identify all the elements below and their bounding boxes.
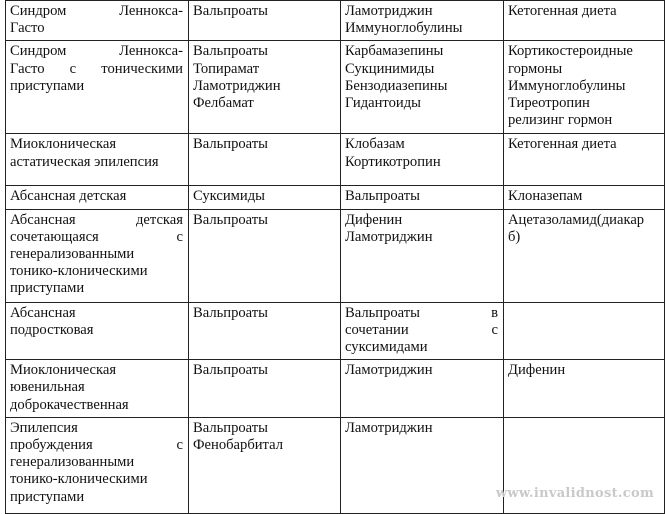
cell-text-line: Кетогенная диета xyxy=(508,136,617,153)
cell-text-line: Вальпроаты xyxy=(193,419,268,436)
first-line-drug-cell xyxy=(189,1,341,41)
cell-text-line: Клоназепам xyxy=(508,188,583,205)
cell-text-line: Ламотриджин xyxy=(345,419,433,436)
cell-text-line: Дифенин xyxy=(345,211,403,228)
cell-text-line: Фенобарбитал xyxy=(193,437,283,454)
cell-text-line: Вальпроаты xyxy=(345,188,420,205)
cell-text-line: Сукцинимиды xyxy=(345,60,435,77)
cell-text-line: приступами xyxy=(10,77,85,94)
syndrome-cell xyxy=(6,41,189,134)
other-treatment-cell xyxy=(504,360,665,418)
other-treatment-cell xyxy=(504,209,665,302)
cell-text-line: Карбамазепины xyxy=(345,43,444,60)
table-body xyxy=(6,1,665,514)
cell-text-line: подростковая xyxy=(10,321,94,338)
cell-text-line: Вальпроаты xyxy=(193,136,268,153)
cell-text-line: Клобазам xyxy=(345,136,405,153)
cell-text-line: Фелбамат xyxy=(193,95,254,112)
cell-text-line: Вальпроаты xyxy=(193,43,268,60)
cell-text-line: Кортикотропин xyxy=(345,153,441,170)
table-row xyxy=(6,1,665,41)
second-line-drug-cell xyxy=(341,302,504,360)
cell-text-line: Абсансная детская xyxy=(10,188,127,205)
cell-text-line: суксимидами xyxy=(345,339,428,356)
cell-text-line: гормоны xyxy=(508,60,563,77)
other-treatment-cell xyxy=(504,186,665,209)
table-row xyxy=(6,302,665,360)
table-row xyxy=(6,134,665,186)
syndrome-cell xyxy=(6,186,189,209)
other-treatment-cell xyxy=(504,41,665,134)
cell-text-line: Вальпроаты xyxy=(193,362,268,379)
cell-text-line: тонико-клоническими xyxy=(10,471,148,488)
cell-text-line: Ламотриджин xyxy=(345,3,433,19)
second-line-drug-cell xyxy=(341,41,504,134)
cell-text-line: сочетающаяся с xyxy=(10,228,183,245)
cell-text-line: генерализованными xyxy=(10,454,135,471)
syndrome-cell xyxy=(6,209,189,302)
cell-text-line: Вальпроаты xyxy=(193,304,268,321)
cell-text-line: Вальпроаты xyxy=(193,211,268,228)
other-treatment-cell xyxy=(504,302,665,360)
cell-text-line: Топирамат xyxy=(193,60,260,77)
second-line-drug-cell xyxy=(341,186,504,209)
cell-text-line: Кетогенная диета xyxy=(508,3,617,19)
cell-text-line: Вальпроаты в xyxy=(345,304,498,321)
cell-text-line: Иммуноглобулины xyxy=(345,20,463,37)
cell-text-line: ювенильная xyxy=(10,379,85,396)
first-line-drug-cell xyxy=(189,41,341,134)
cell-text-line: Абсансная детская xyxy=(10,211,183,228)
syndrome-cell xyxy=(6,417,189,513)
cell-text-line: Иммуноглобулины xyxy=(508,77,626,94)
cell-text-line: генерализованными xyxy=(10,246,135,263)
syndrome-cell xyxy=(6,134,189,186)
cell-text-line: астатическая эпилепсия xyxy=(10,153,159,170)
first-line-drug-cell xyxy=(189,186,341,209)
table-row xyxy=(6,360,665,418)
cell-text-line: Гасто xyxy=(10,20,45,37)
other-treatment-cell xyxy=(504,134,665,186)
cell-text-line: релизинг гормон xyxy=(508,112,613,129)
table-row xyxy=(6,209,665,302)
watermark: www.invalidnost.com xyxy=(495,486,654,501)
first-line-drug-cell xyxy=(189,360,341,418)
cell-text-line: приступами xyxy=(10,488,85,505)
second-line-drug-cell xyxy=(341,1,504,41)
cell-text-line: Миоклоническая xyxy=(10,362,117,379)
cell-text-line: Кортикостероидные xyxy=(508,43,633,60)
cell-text-line: Миоклоническая xyxy=(10,136,117,153)
cell-text-line: Абсансная xyxy=(10,304,76,321)
cell-text-line: Синдром Леннокса- xyxy=(10,3,183,19)
cell-text-line: Ацетазоламид(диакар xyxy=(508,211,645,228)
first-line-drug-cell xyxy=(189,134,341,186)
cell-text-line: Ламотриджин xyxy=(193,77,281,94)
cell-text-line: тонико-клоническими xyxy=(10,263,148,280)
cell-text-line: Дифенин xyxy=(508,362,566,379)
second-line-drug-cell xyxy=(341,417,504,513)
table-row xyxy=(6,41,665,134)
syndrome-cell xyxy=(6,1,189,41)
epilepsy-treatment-table xyxy=(5,0,665,514)
cell-text-line: Бензодиазепины xyxy=(345,77,448,94)
second-line-drug-cell xyxy=(341,209,504,302)
table-row xyxy=(6,186,665,209)
second-line-drug-cell xyxy=(341,360,504,418)
cell-text-line: сочетании с xyxy=(345,321,498,338)
cell-text-line: б) xyxy=(508,228,521,245)
cell-text-line: Суксимиды xyxy=(193,188,265,205)
cell-text-line: пробуждения с xyxy=(10,437,183,454)
cell-text-line: Тиреотропин xyxy=(508,95,590,112)
syndrome-cell xyxy=(6,360,189,418)
other-treatment-cell xyxy=(504,1,665,41)
cell-text-line: Ламотриджин xyxy=(345,362,433,379)
cell-text-line: Синдром Леннокса- xyxy=(10,43,183,60)
first-line-drug-cell xyxy=(189,417,341,513)
cell-text-line: приступами xyxy=(10,280,85,297)
cell-text-line: доброкачественная xyxy=(10,396,129,413)
first-line-drug-cell xyxy=(189,209,341,302)
syndrome-cell xyxy=(6,302,189,360)
cell-text-line: Гасто с тоническими xyxy=(10,60,183,77)
second-line-drug-cell xyxy=(341,134,504,186)
cell-text-line: Вальпроаты xyxy=(193,3,268,19)
cell-text-line: Эпилепсия xyxy=(10,419,78,436)
first-line-drug-cell xyxy=(189,302,341,360)
cell-text-line: Гидантоиды xyxy=(345,95,421,112)
cell-text-line: Ламотриджин xyxy=(345,228,433,245)
